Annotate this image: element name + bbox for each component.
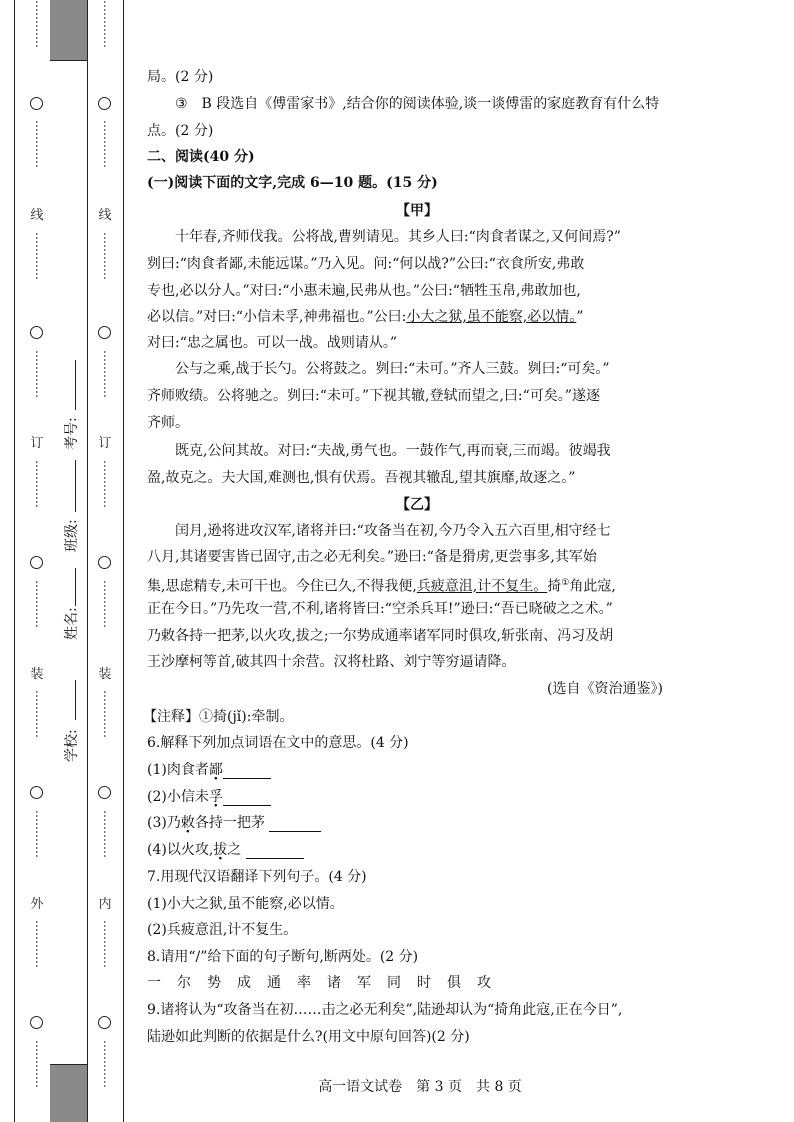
exam-no-label: 考号: <box>64 417 80 450</box>
school-blank[interactable] <box>75 680 76 720</box>
outer-mark-line: 线 <box>30 208 44 223</box>
jia-line-3: 专也,必以分人。”对曰:“小惠未遍,民弗从也。”公曰:“牺牲玉帛,弗敢加也, <box>147 283 581 299</box>
q6-item-2-text: (2)小信未 <box>147 789 209 805</box>
inner-circle-2 <box>98 326 111 339</box>
q6-answer-blank-1[interactable] <box>223 764 271 779</box>
q6-item-3-rest: 各持一把茅 <box>194 815 265 831</box>
prev-question-tail: 局。(2 分) <box>147 69 214 85</box>
binding-gray-bottom <box>50 1063 87 1122</box>
subsection-title: (一)阅读下面的文字,完成 6—10 题。(15 分) <box>147 175 438 191</box>
inner-dots-10: ⋯⋯⋯⋯ <box>98 1040 112 1088</box>
inner-dots-8: ⋯⋯⋯⋯ <box>98 810 112 858</box>
jia-line-4-text: 必以信。”对曰:“小信未孚,神弗福也。”公曰: <box>147 309 407 325</box>
school-label: 学校: <box>64 729 80 762</box>
binding-line-2 <box>87 0 88 1122</box>
jia-line-10: 盈,故克之。夫大国,难测也,惧有伏焉。吾视其辙乱,望其旗靡,故逐之。” <box>147 470 576 486</box>
outer-mark-wai: 外 <box>30 897 44 912</box>
question-9-line2: 陆逊如此判断的依据是什么?(用文中原句回答)(2 分) <box>147 1029 470 1045</box>
jia-line-2: 刿曰:“肉食者鄙,未能远谋。”乃入见。问:“何以战?”公曰:“衣食所安,弗敢 <box>147 256 585 272</box>
yi-line-3 <box>147 574 616 596</box>
class-blank[interactable] <box>75 460 76 512</box>
inner-dots-9: ⋯⋯⋯⋯ <box>98 920 112 968</box>
binding-line-outer <box>14 0 15 1122</box>
inner-dots-7: ⋯⋯⋯⋯ <box>98 690 112 738</box>
outer-dots-4: ⋯⋯⋯⋯ <box>30 350 44 398</box>
question-9-line1: 9.诸将认为“攻备当在初……击之必无利矣”,陆逊却认为“掎角此寇,正在今日”, <box>147 1002 623 1018</box>
q6-answer-blank-2[interactable] <box>223 791 271 806</box>
inner-mark-ding: 订 <box>98 436 112 451</box>
question-8: 8.请用“/”给下面的句子断句,断两处。(2 分) <box>147 949 419 965</box>
q6-item-2-dotted-word: 孚 <box>208 789 223 805</box>
outer-circle-4 <box>30 786 43 799</box>
page-footer: 高一语文试卷 第 3 页 共 8 页 <box>318 1079 522 1095</box>
outer-circle-3 <box>30 556 43 569</box>
outer-circle-1 <box>30 97 43 110</box>
question-5-3-line2: 点。(2 分) <box>147 123 214 139</box>
q6-item-4-rest: 之 <box>227 842 242 858</box>
yi-underlined-sentence: 兵疲意沮,计不复生。 <box>416 578 548 595</box>
q7-item-1: (1)小大之狱,虽不能察,必以情。 <box>147 896 344 912</box>
jia-line-8: 齐师。 <box>147 415 189 431</box>
outer-mark-zhuang: 装 <box>30 667 44 682</box>
outer-dots-7: ⋯⋯⋯⋯ <box>30 690 44 738</box>
q6-item-3 <box>147 814 321 832</box>
passage-source: (选自《资治通鉴》) <box>547 681 663 697</box>
yi-line-2: 八月,其诸要害皆已固守,击之必无利矣。”逊曰:“备是猾虏,更尝事多,其军始 <box>147 549 597 565</box>
q6-item-2 <box>147 788 271 806</box>
jia-line-4 <box>147 308 583 326</box>
jia-line-4-close: ” <box>576 309 584 325</box>
inner-mark-zhuang: 装 <box>98 667 112 682</box>
q6-item-3-dotted-word: 敕 <box>180 815 195 831</box>
outer-dots-9: ⋯⋯⋯⋯ <box>30 920 44 968</box>
outer-dots-6: ⋯⋯⋯⋯ <box>30 580 44 628</box>
question-6: 6.解释下列加点词语在文中的意思。(4 分) <box>147 735 409 751</box>
inner-dots-3: ⋯⋯⋯⋯ <box>98 232 112 280</box>
outer-dots-2: ⋯⋯⋯⋯ <box>30 120 44 168</box>
q8-sentence: 一尔势成通率诸军同时俱攻 <box>147 975 507 991</box>
outer-dots-10: ⋯⋯⋯⋯ <box>30 1040 44 1088</box>
q6-item-3-text: (3)乃 <box>147 815 181 831</box>
inner-dots-5: ⋯⋯⋯⋯ <box>98 460 112 508</box>
q6-answer-blank-3[interactable] <box>269 817 321 832</box>
inner-dots-6: ⋯⋯⋯⋯ <box>98 580 112 628</box>
q7-item-2: (2)兵疲意沮,计不复生。 <box>147 922 298 938</box>
jia-line-5: 对曰:“忠之属也。可以一战。战则请从。” <box>147 335 398 351</box>
q6-item-1 <box>147 761 271 779</box>
outer-dots-3: ⋯⋯⋯⋯ <box>30 232 44 280</box>
student-info-panel <box>50 60 87 1065</box>
name-label: 姓名: <box>64 607 80 640</box>
binding-line-3 <box>123 0 124 1122</box>
outer-dots-5: ⋯⋯⋯⋯ <box>30 460 44 508</box>
outer-mark-ding: 订 <box>30 436 44 451</box>
question-5-3-line1: ③ B 段选自《傅雷家书》,结合你的阅读体验,谈一谈傅雷的家庭教育有什么特 <box>175 96 660 112</box>
yi-line-6: 王沙摩柯等首,破其四十余营。汉将杜路、刘宁等穷逼请降。 <box>147 654 516 670</box>
q6-item-1-dotted-word: 鄙 <box>208 762 223 778</box>
yi-line-3-tail: 角此寇, <box>569 578 616 595</box>
annotation-note: 【注释】①掎(jǐ):牵制。 <box>143 709 294 725</box>
jia-underlined-sentence: 小大之狱,虽不能察,必以情。 <box>406 309 577 325</box>
q6-answer-blank-4[interactable] <box>246 844 304 859</box>
inner-mark-nei: 内 <box>98 897 112 912</box>
inner-dots-4: ⋯⋯⋯⋯ <box>98 350 112 398</box>
passage-yi-title: 【乙】 <box>396 497 438 513</box>
binding-margin <box>0 0 124 1122</box>
jia-line-6: 公与之乘,战于长勺。公将鼓之。刿曰:“未可。”齐人三鼓。刿曰:“可矣。” <box>175 361 610 377</box>
yi-line-1: 闰月,逊将进攻汉军,诸将并曰:“攻备当在初,今乃令入五六百里,相守经七 <box>175 523 611 539</box>
outer-dots-8: ⋯⋯⋯⋯ <box>30 810 44 858</box>
exam-no-blank[interactable] <box>75 360 76 410</box>
yi-line-3-text: 集,思虑精专,未可干也。今住已久,不得我便, <box>147 578 417 595</box>
inner-dots-1: ⋯⋯⋯⋯ <box>98 0 112 48</box>
outer-circle-5 <box>30 1016 43 1029</box>
yi-ji-char: 掎 <box>547 578 562 595</box>
inner-circle-4 <box>98 786 111 799</box>
question-7: 7.用现代汉语翻译下列句子。(4 分) <box>147 869 367 885</box>
inner-circle-1 <box>98 97 111 110</box>
outer-dots-1: ⋯⋯⋯⋯ <box>30 0 44 48</box>
jia-line-1: 十年春,齐师伐我。公将战,曹刿请见。其乡人曰:“肉食者谋之,又何间焉?” <box>175 229 621 245</box>
q6-item-4-text: (4)以火攻, <box>147 842 214 858</box>
class-label: 班级: <box>64 519 80 552</box>
q6-item-4 <box>147 841 304 859</box>
q6-item-1-text: (1)肉食者 <box>147 762 209 778</box>
outer-circle-2 <box>30 326 43 339</box>
jia-line-9: 既克,公问其故。对曰:“夫战,勇气也。一鼓作气,再而衰,三而竭。彼竭我 <box>175 443 611 459</box>
binding-gray-top <box>50 0 87 60</box>
jia-line-7: 齐师败绩。公将驰之。刿曰:“未可。”下视其辙,登轼而望之,曰:“可矣。”遂逐 <box>147 388 600 404</box>
yi-line-4: 正在今日。”乃先攻一营,不利,诸将皆曰:“空杀兵耳!”逊曰:“吾已晓破之之术。” <box>147 601 613 617</box>
inner-circle-5 <box>98 1016 111 1029</box>
inner-circle-3 <box>98 556 111 569</box>
yi-note-marker: ① <box>561 578 570 588</box>
name-blank[interactable] <box>75 568 76 606</box>
inner-dots-2: ⋯⋯⋯⋯ <box>98 120 112 168</box>
inner-mark-line: 线 <box>98 208 112 223</box>
passage-jia-title: 【甲】 <box>396 203 438 219</box>
yi-line-5: 乃敕各持一把茅,以火攻,拔之;一尔势成通率诸军同时俱攻,斩张南、冯习及胡 <box>147 628 614 644</box>
section-title: 二、阅读(40 分) <box>147 149 255 165</box>
q6-item-4-dotted-word: 拔 <box>213 842 228 858</box>
